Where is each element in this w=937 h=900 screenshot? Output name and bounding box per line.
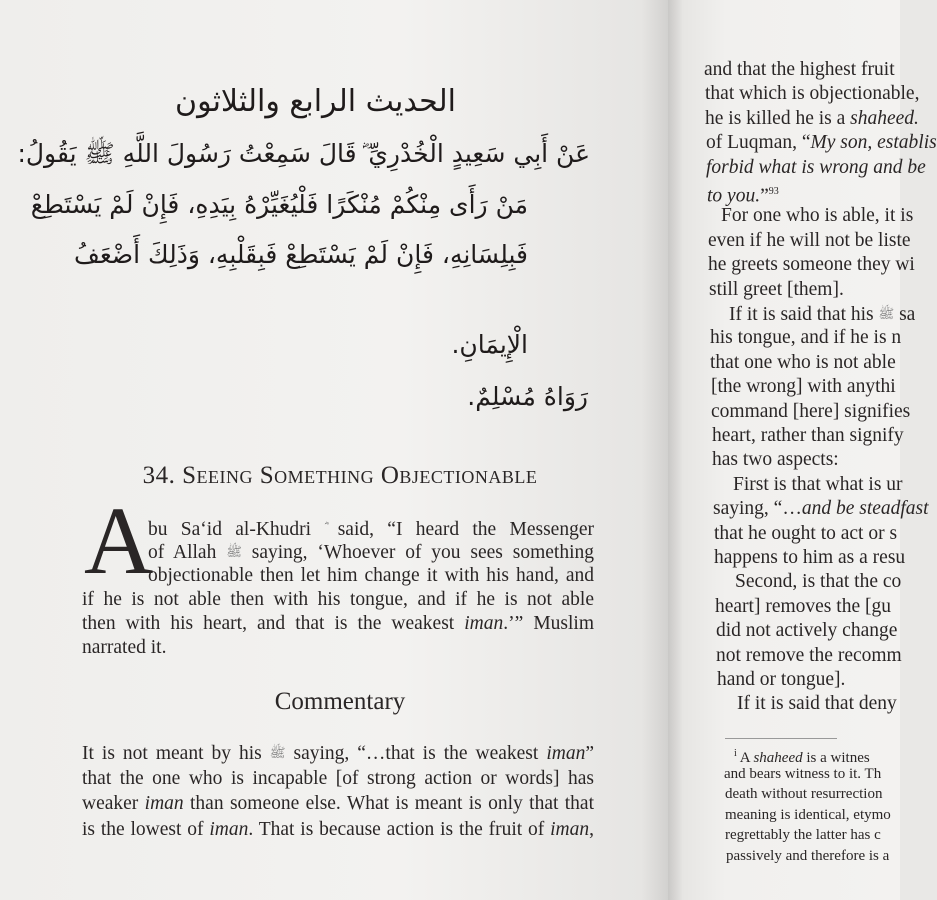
text-line (711, 375, 896, 399)
text-line (716, 619, 897, 643)
text-line (733, 473, 903, 497)
italic-term: to you. (707, 185, 761, 207)
text-segment: ” (760, 185, 769, 207)
text-segment: sa (894, 304, 916, 325)
italic-term: iman (464, 613, 504, 634)
italic-term: shaheed (753, 750, 803, 766)
text-segment: said, “I heard the Messenger (324, 519, 594, 540)
footnote-ref: 93 (768, 186, 779, 197)
text-segment: then with his heart, and that is the weakest (82, 613, 465, 634)
text-segment: regrettably the latter has c (725, 827, 881, 843)
text-segment: For one who is able, it is (721, 205, 914, 227)
text-segment: hand or tongue]. (717, 669, 846, 690)
text-line (714, 522, 897, 546)
text-segment: than someone else. What is meant is only that that (183, 793, 594, 814)
text-line (705, 107, 919, 131)
text-line (708, 253, 915, 277)
text-segment: and that the highest fruit (704, 59, 895, 80)
text-line (709, 278, 844, 302)
italic-term: iman (209, 818, 249, 840)
italic-term: and be steadfast (801, 498, 929, 520)
text-line (713, 497, 929, 521)
text-line (721, 204, 913, 228)
text-line (708, 229, 911, 253)
right-page (682, 0, 937, 900)
text-segment: heart, rather than signify (712, 425, 904, 446)
text-line (82, 588, 594, 612)
text-line (710, 326, 901, 350)
text-segment: passively and therefore is a (726, 847, 890, 864)
text-segment: has two aspects: (712, 449, 839, 471)
text-segment: . That is because action is the fruit of (248, 818, 551, 840)
text-segment: saying, “… (713, 498, 802, 520)
text-segment: ” (585, 743, 594, 764)
arabic-line: عَنْ أَبِي سَعِيدٍ الْخُدْرِيِّ ؓ قَالَ سَمِعْتُ رَسُولَ اللَّهِ ﷺ يَقُولُ: (17, 139, 590, 168)
text-segment: bu Sa‘id al-Khudri (148, 519, 325, 540)
italic-term: My son, establis (810, 132, 937, 154)
text-line (710, 351, 896, 375)
text-segment: command [here] signifies (711, 400, 911, 422)
text-segment: weaker (82, 793, 145, 814)
text-line (704, 58, 895, 82)
footnote-ref: i (734, 748, 737, 759)
text-segment: narrated it. (82, 637, 167, 658)
text-line (148, 517, 594, 542)
text-line (711, 400, 910, 424)
italic-term: iman (144, 793, 184, 814)
text-segment: if he is not able then with his tongue, and if he is not able (82, 589, 594, 610)
text-segment: , (589, 818, 595, 840)
text-line (729, 302, 915, 327)
commentary-heading: Commentary (274, 688, 406, 715)
text-line (717, 668, 845, 692)
text-line (725, 785, 882, 805)
text-line (714, 546, 905, 570)
text-line (82, 818, 594, 842)
text-line (712, 448, 839, 472)
text-segment: still greet [them]. (709, 278, 844, 300)
text-segment: death without resurrection (725, 786, 883, 802)
text-segment: that one who is not able (710, 351, 896, 373)
text-line (737, 692, 897, 716)
text-segment: not remove the recomm (716, 644, 902, 666)
text-line (725, 806, 891, 826)
text-segment: .’” Muslim (503, 613, 594, 634)
text-segment: of Luqman, “ (706, 132, 811, 154)
arabic-narration: رَوَاهُ مُسْلِمٌ. (467, 382, 588, 411)
arabic-hadith-title: الحديث الرابع والثلاثون (175, 84, 456, 119)
text-segment: that the one who is incapable [of strong action or words] has (82, 767, 594, 789)
text-segment: meaning is identical, etymo (725, 806, 891, 823)
text-line (148, 564, 594, 588)
text-segment: objectionable then let him change it with his hand, and (148, 565, 594, 586)
text-line (82, 636, 594, 660)
italic-term: shaheed. (850, 107, 919, 129)
text-segment: and bears witness to it. Th (724, 765, 882, 782)
text-segment: that which is objectionable, (705, 83, 920, 105)
text-line (725, 826, 881, 846)
text-segment: happens to him as a resu (714, 547, 906, 568)
arabic-line: الْإِيمَانِ. (451, 330, 528, 359)
text-segment: his tongue, and if he is n (710, 327, 902, 349)
book-gutter (668, 0, 682, 900)
honorific-symbol-icon: ﷺ (226, 544, 242, 559)
text-line (724, 765, 881, 785)
honorific-symbol-icon: ﷺ (269, 745, 286, 760)
text-segment: saying, ‘Whoever of you sees something (241, 542, 594, 563)
text-line (706, 131, 937, 155)
text-line (82, 741, 594, 766)
text-segment: First is that what is ur (733, 473, 903, 495)
text-segment: [the wrong] with anythi (711, 376, 896, 398)
text-segment: is the lowest of (82, 818, 210, 840)
text-line (706, 156, 926, 180)
text-line (715, 595, 891, 619)
text-segment: Second, is that the co (735, 571, 902, 593)
text-segment: saying, “…that is the weakest (285, 743, 547, 764)
text-segment: of Allah (148, 542, 227, 563)
text-segment: It is not meant by his (82, 743, 270, 764)
text-line (735, 570, 901, 594)
text-line (82, 767, 594, 791)
text-segment: did not actively change (716, 620, 898, 642)
footnote-rule (725, 738, 837, 739)
arabic-line: فَبِلِسَانِهِ، فَإِنْ لَمْ يَسْتَطِعْ فَبِقَلْبِهِ، وَذَلِكَ أَضْعَفُ (73, 240, 528, 269)
text-segment: even if he will not be liste (708, 229, 911, 251)
text-segment: If it is said that deny (737, 693, 897, 715)
chapter-heading: 34. Seeing Something Objectionable (142, 462, 538, 489)
text-line (716, 644, 902, 668)
text-line (82, 792, 594, 816)
honorific-symbol-icon: ﷺ (878, 306, 895, 321)
text-segment: that he ought to act or s (714, 522, 898, 544)
text-line (726, 847, 889, 867)
arabic-line: مَنْ رَأَى مِنْكُمْ مُنْكَرًا فَلْيُغَيِّرْهُ بِيَدِهِ، فَإِنْ لَمْ يَسْتَطِعْ (30, 190, 528, 219)
text-line (705, 82, 919, 106)
text-segment: A (736, 750, 754, 766)
text-segment: heart] removes the [gu (715, 595, 891, 617)
text-line (148, 540, 594, 565)
italic-term: iman (546, 743, 586, 764)
text-segment: he is killed he is a (705, 107, 851, 129)
text-line (82, 612, 594, 636)
text-segment: he greets someone they wi (708, 254, 915, 276)
italic-term: iman (550, 818, 590, 840)
text-segment: If it is said that his (729, 304, 879, 325)
text-segment: is a witnes (802, 750, 870, 766)
italic-term: forbid what is wrong and be (706, 156, 926, 178)
drop-cap: A (84, 487, 154, 594)
text-line (712, 424, 904, 448)
